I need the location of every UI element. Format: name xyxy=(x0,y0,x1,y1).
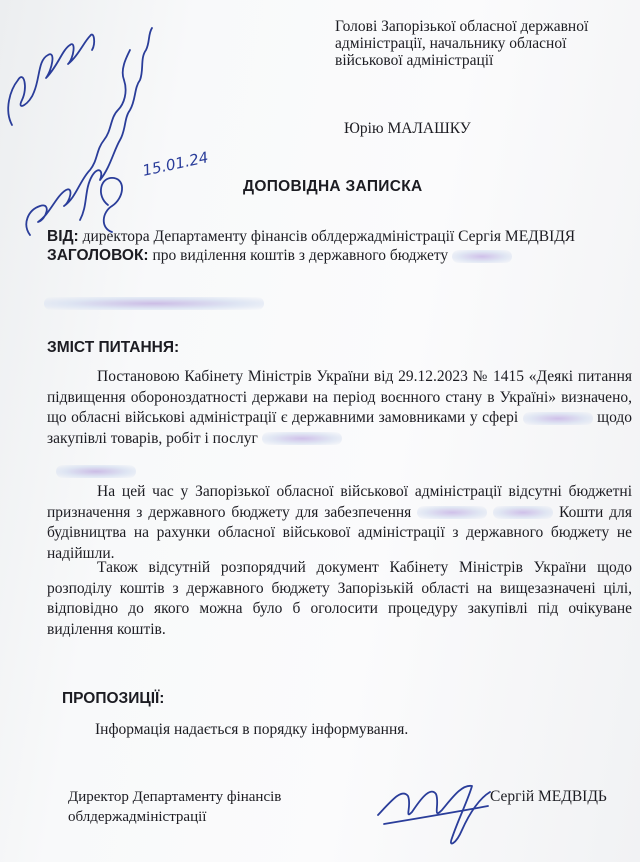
handwritten-resolution-word-3 xyxy=(80,28,152,220)
redaction xyxy=(452,250,512,263)
paragraph-2-text-a: На цей час у Запорізької обласної військової адміністрації відсутні бюджетні призначення з державного бюджету для забезпечення xyxy=(47,483,632,521)
addressee-line-2: адміністрації, начальнику обласної xyxy=(335,35,567,52)
content-heading: ЗМІСТ ПИТАННЯ: xyxy=(47,339,180,356)
paragraph-2-text-b: Кошти для будівництва на рахунки обласної військової адміністрації з державного бюджету не надійшли. xyxy=(47,503,633,562)
redaction xyxy=(56,465,136,478)
addressee-line-1: Голові Запорізької обласної державної xyxy=(335,18,589,35)
proposals-heading: ПРОПОЗИЦІЇ: xyxy=(62,690,165,707)
from-text: директора Департаменту фінансів облдержадміністрації Сергія МЕДВІДЯ xyxy=(82,228,576,245)
paragraph-3 xyxy=(47,558,632,640)
paragraph-1-text-b: щодо закупівлі товарів, робіт і послуг xyxy=(47,409,633,447)
signer-position-line-1: Директор Департаменту фінансів xyxy=(68,789,282,805)
proposals-text: Інформація надається в порядку інформування. xyxy=(95,721,409,738)
subject-label: ЗАГОЛОВОК: xyxy=(47,247,149,264)
addressee-block xyxy=(335,18,635,69)
redaction xyxy=(493,506,553,519)
addressee-name: Юрію МАЛАШКУ xyxy=(344,120,471,137)
handwritten-resolution-word-2 xyxy=(26,50,130,235)
addressee-line-3: військової адміністрації xyxy=(335,52,494,69)
redaction xyxy=(44,297,264,310)
signer-position-line-2: облдержадміністрації xyxy=(68,809,207,825)
redaction xyxy=(262,432,342,445)
redaction xyxy=(417,506,487,519)
handwritten-resolution-word-1 xyxy=(8,35,94,125)
handwritten-signature-loop xyxy=(101,178,122,232)
paragraph-1-text-a: Постановою Кабінету Міністрів України від 29.12.2023 № 1415 «Деякі питання підвищення обороноздатності держави на період воєнного стану в Україні» визначено, що обласні військові адміністрації є державними замовниками у сфері xyxy=(47,368,632,426)
from-line xyxy=(47,228,575,246)
subject-text: про виділення коштів з державного бюджету xyxy=(152,247,449,264)
paragraph-3-text: Також відсутній розпорядчий документ Кабінету Міністрів України щодо розподілу коштів з державного бюджету Запорізькій області на вищезазначені цілі, відповідно до якого можна було б оголосити процедуру закупівлі під очікуване виділення коштів. xyxy=(47,559,632,638)
paragraph-2 xyxy=(47,482,632,564)
signer-name: Сергій МЕДВІДЬ xyxy=(490,788,607,805)
document-title: ДОПОВІДНА ЗАПИСКА xyxy=(243,178,423,195)
subject-line xyxy=(47,247,512,265)
from-label: ВІД: xyxy=(47,228,79,245)
paragraph-1 xyxy=(47,367,632,449)
redaction xyxy=(523,412,593,425)
resolution-date: 15.01.24 xyxy=(140,148,210,180)
signer-position xyxy=(68,787,281,827)
